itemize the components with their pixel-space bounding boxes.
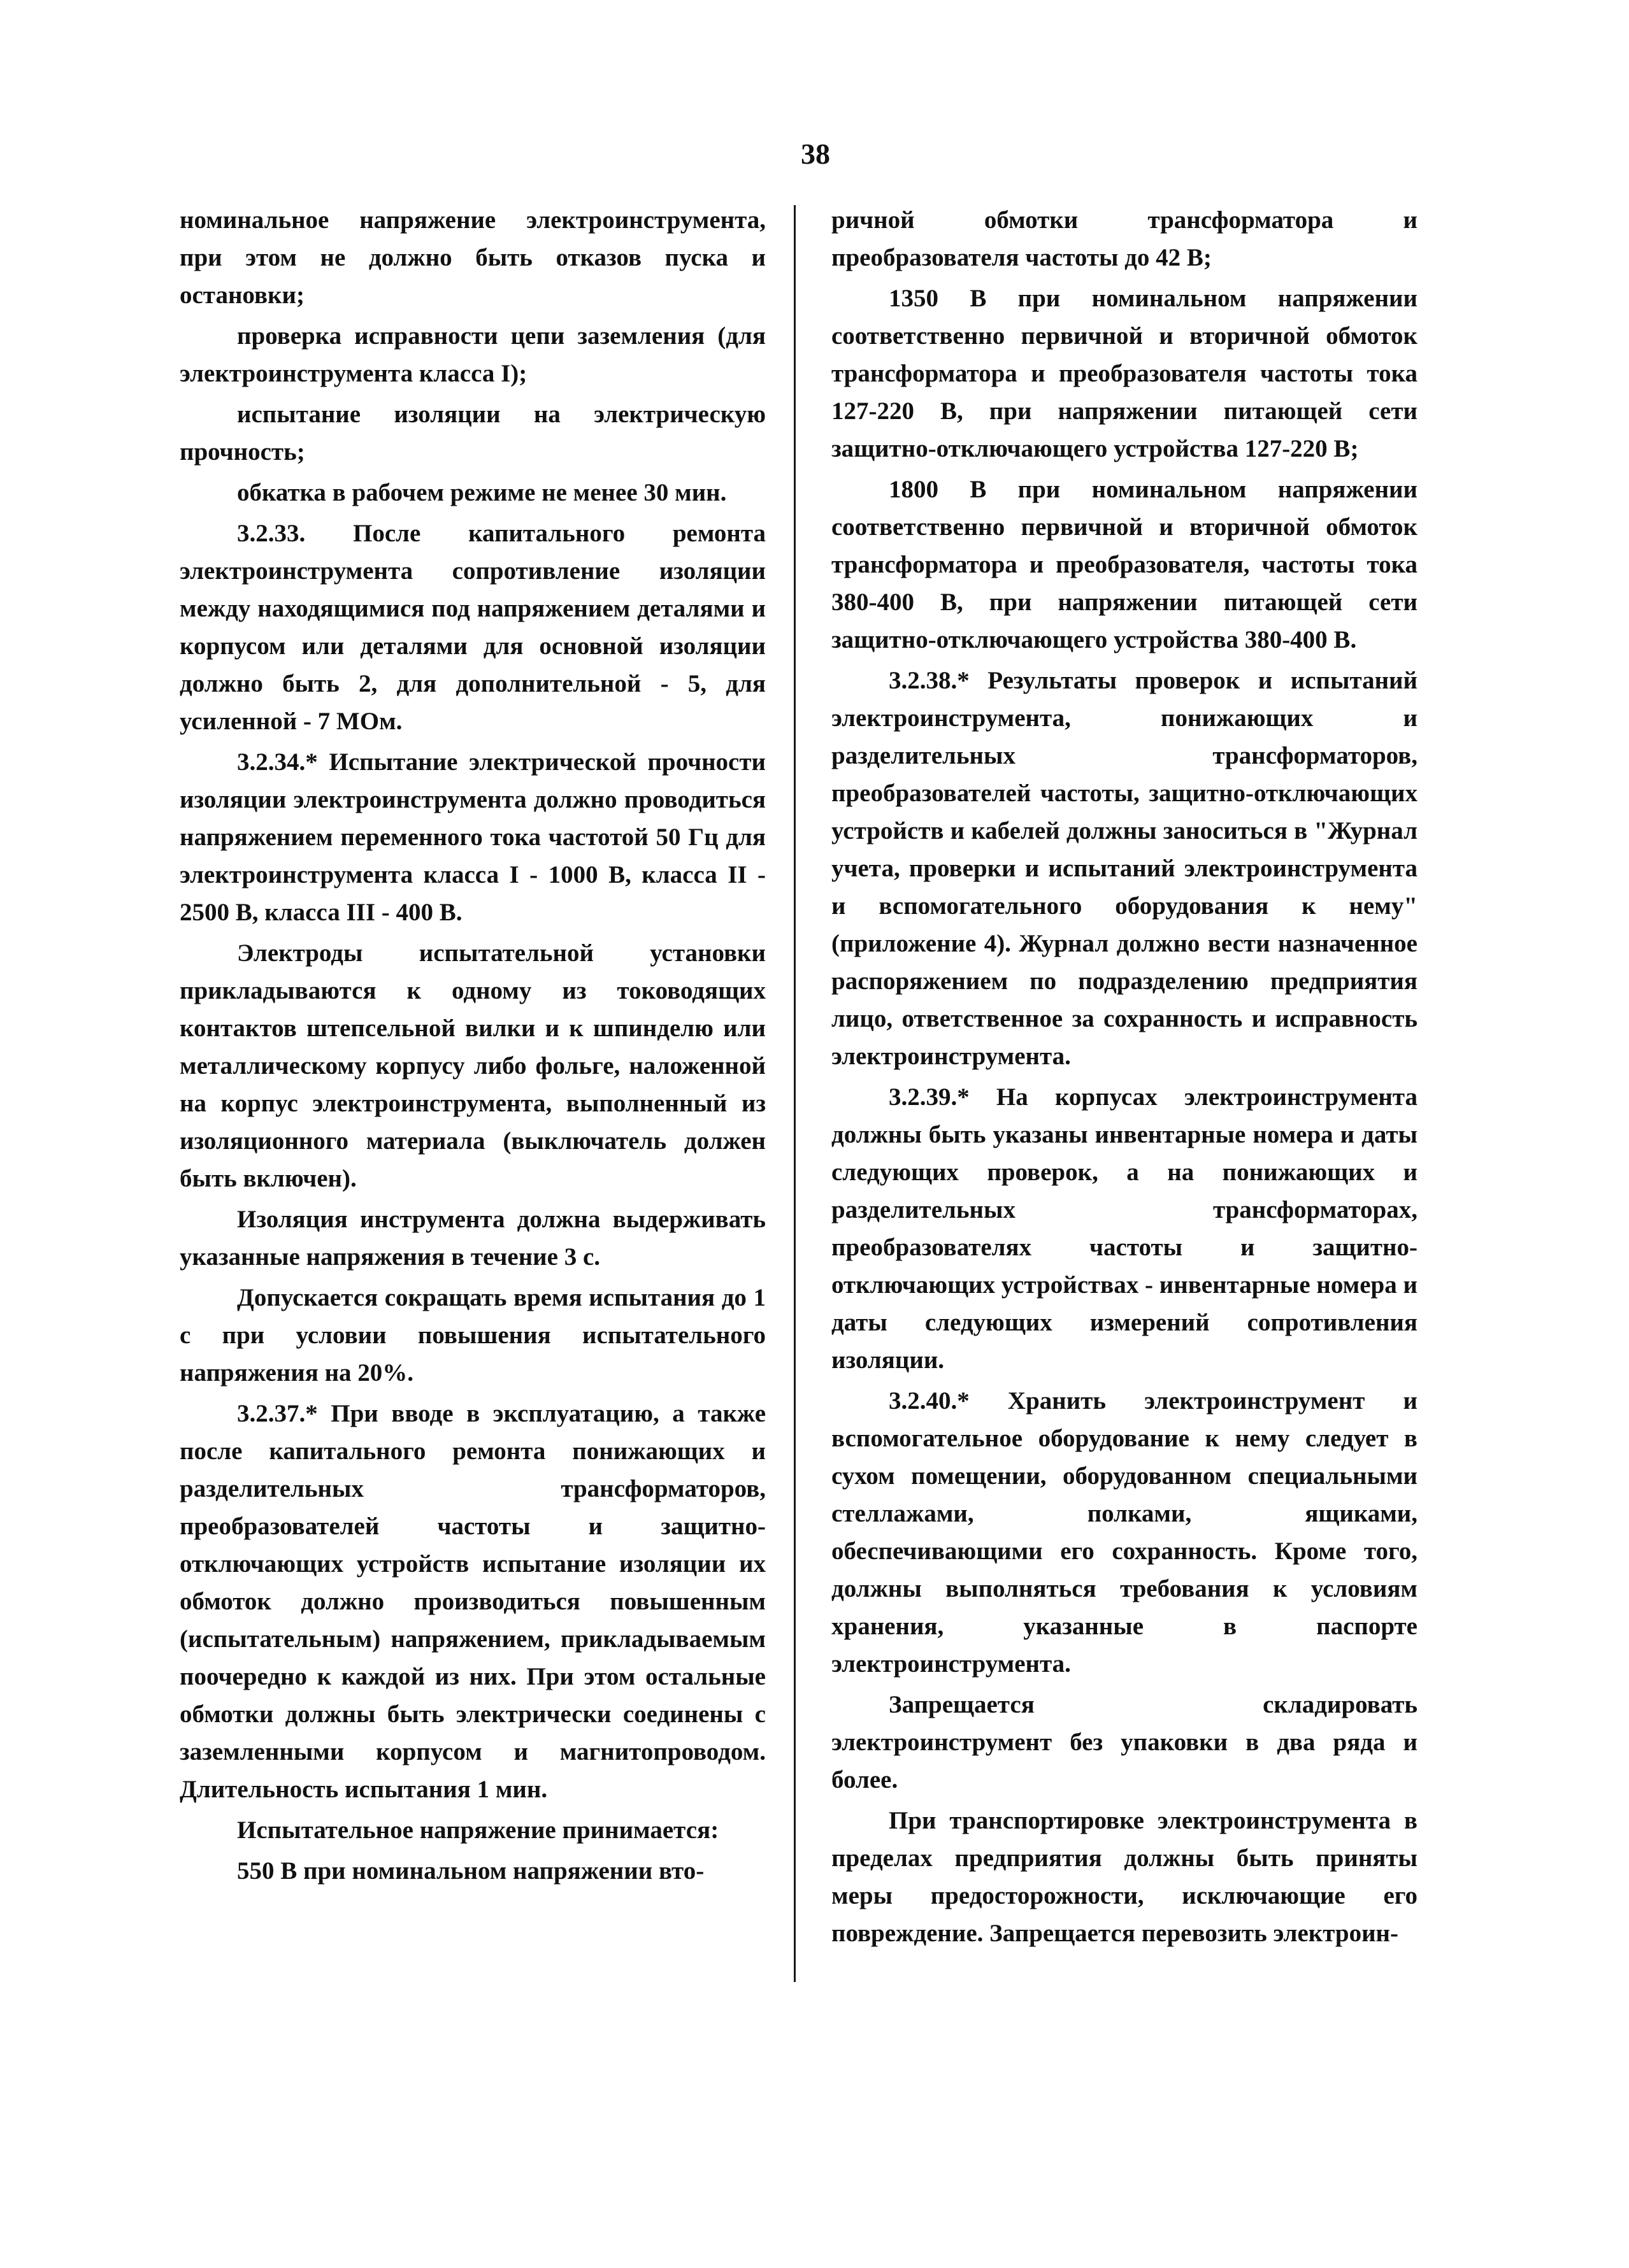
- paragraph: Электроды испытательной установки прикладываются к одному из тоководящих контактов штепсельной вилки и к шпинделю или металлическому корпусу либо фольге, наложенной на корпус электроинструмента, выполненный из изоляционного материала (выключатель должен быть включен).: [180, 939, 766, 1192]
- column-divider: [794, 205, 796, 1982]
- page-number: 38: [801, 138, 830, 170]
- paragraph: При транспортировке электроинструмента в пределах предприятия должны быть приняты меры предосторожности, исключающие его повреждение. Запрещается перевозить электроин-: [831, 1807, 1417, 1947]
- paragraph: Запрещается складировать электроинструмент без упаковки в два ряда и более.: [831, 1691, 1417, 1794]
- paragraph: ричной обмотки трансформатора и преобразователя частоты до 42 В;: [831, 206, 1417, 271]
- paragraph: Испытательное напряжение принимается:: [237, 1816, 719, 1844]
- paragraph: Изоляция инструмента должна выдерживать указанные напряжения в течение 3 с.: [180, 1206, 766, 1271]
- paragraph: проверка исправности цепи заземления (для электроинструмента класса I);: [180, 322, 766, 387]
- paragraph: Допускается сокращать время испытания до 1 с при условии повышения испытательного напряжения на 20%.: [180, 1284, 766, 1387]
- paragraph: испытание изоляции на электрическую прочность;: [180, 401, 766, 466]
- paragraph: 550 В при номинальном напряжении вто-: [237, 1857, 705, 1885]
- paragraph: 3.2.33. После капитального ремонта электроинструмента сопротивление изоляции между находящимися под напряжением деталями и корпусом или деталями для основной изоляции должно быть 2, для дополнительной - 5, для усиленной - 7 МОм.: [180, 520, 766, 735]
- paragraph: 3.2.37.* При вводе в эксплуатацию, а также после капитального ремонта понижающих и разделительных трансформаторов, преобразователей частоты и защитно-отключающих устройств испытание изоляции их обмоток должно производиться повышенным (испытательным) напряжением, прикладываемым поочередно к каждой из них. При этом остальные обмотки должны быть электрически соединены с заземленными корпусом и магнитопроводом. Длительность испытания 1 мин.: [180, 1400, 766, 1803]
- paragraph: номинальное напряжение электроинструмента, при этом не должно быть отказов пуска и остановки;: [180, 206, 766, 309]
- paragraph: 1800 В при номинальном напряжении соответственно первичной и вторичной обмоток трансформатора и преобразователя, частоты тока 380-400 В, при напряжении питающей сети защитно-отключающего устройства 380-400 В.: [831, 476, 1417, 653]
- paragraph: обкатка в рабочем режиме не менее 30 мин.: [237, 479, 727, 506]
- paragraph: 3.2.38.* Результаты проверок и испытаний электроинструмента, понижающих и разделительных трансформаторов, преобразователей частоты, защитно-отключающих устройств и кабелей должны заноситься в "Журнал учета, проверки и испытаний электроинструмента и вспомогательного оборудования к нему" (приложение 4). Журнал должно вести назначенное распоряжением по подразделению предприятия лицо, ответственное за сохранность и исправность электроинструмента.: [831, 667, 1417, 1070]
- paragraph: 3.2.39.* На корпусах электроинструмента должны быть указаны инвентарные номера и даты следующих проверок, а на понижающих и разделительных трансформаторах, преобразователях частоты и защитно-отключающих устройствах - инвентарные номера и даты следующих измерений сопротивления изоляции.: [831, 1083, 1417, 1374]
- paragraph: 3.2.34.* Испытание электрической прочности изоляции электроинструмента должно проводиться напряжением переменного тока частотой 50 Гц для электроинструмента класса I - 1000 В, класса II - 2500 В, класса III - 400 В.: [180, 748, 766, 926]
- paragraph: 3.2.40.* Хранить электроинструмент и вспомогательное оборудование к нему следует в сухом помещении, оборудованном специальными стеллажами, полками, ящиками, обеспечивающими его сохранность. Кроме того, должны выполняться требования к условиям хранения, указанные в паспорте электроинструмента.: [831, 1387, 1417, 1678]
- left-column: [180, 201, 766, 1893]
- right-column: [831, 201, 1417, 1955]
- paragraph: 1350 В при номинальном напряжении соответственно первичной и вторичной обмоток трансформатора и преобразователя частоты тока 127-220 В, при напряжении питающей сети защитно-отключающего устройства 127-220 В;: [831, 285, 1417, 462]
